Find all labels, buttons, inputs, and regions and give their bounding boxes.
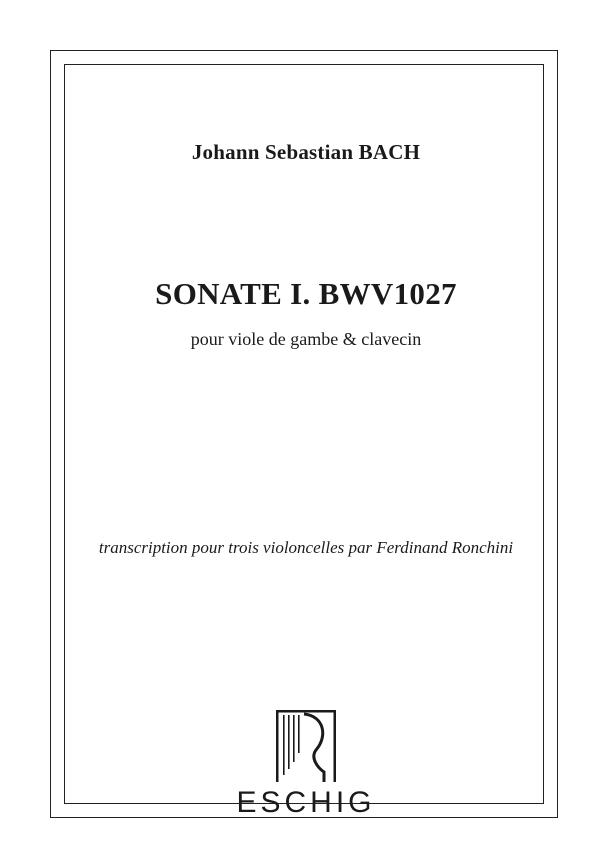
inner-border-frame <box>64 64 544 804</box>
work-title: SONATE I. BWV1027 <box>155 276 457 311</box>
transcription-credit: transcription pour trois violoncelles par Ferdinand Ronchini <box>98 538 514 557</box>
eschig-harp-logo-icon <box>266 706 346 786</box>
instrumentation-subtitle: pour viole de gambe & clavecin <box>190 329 422 349</box>
publisher-name: ESCHIG <box>236 786 376 819</box>
composer-name: Johann Sebastian BACH <box>191 140 421 164</box>
